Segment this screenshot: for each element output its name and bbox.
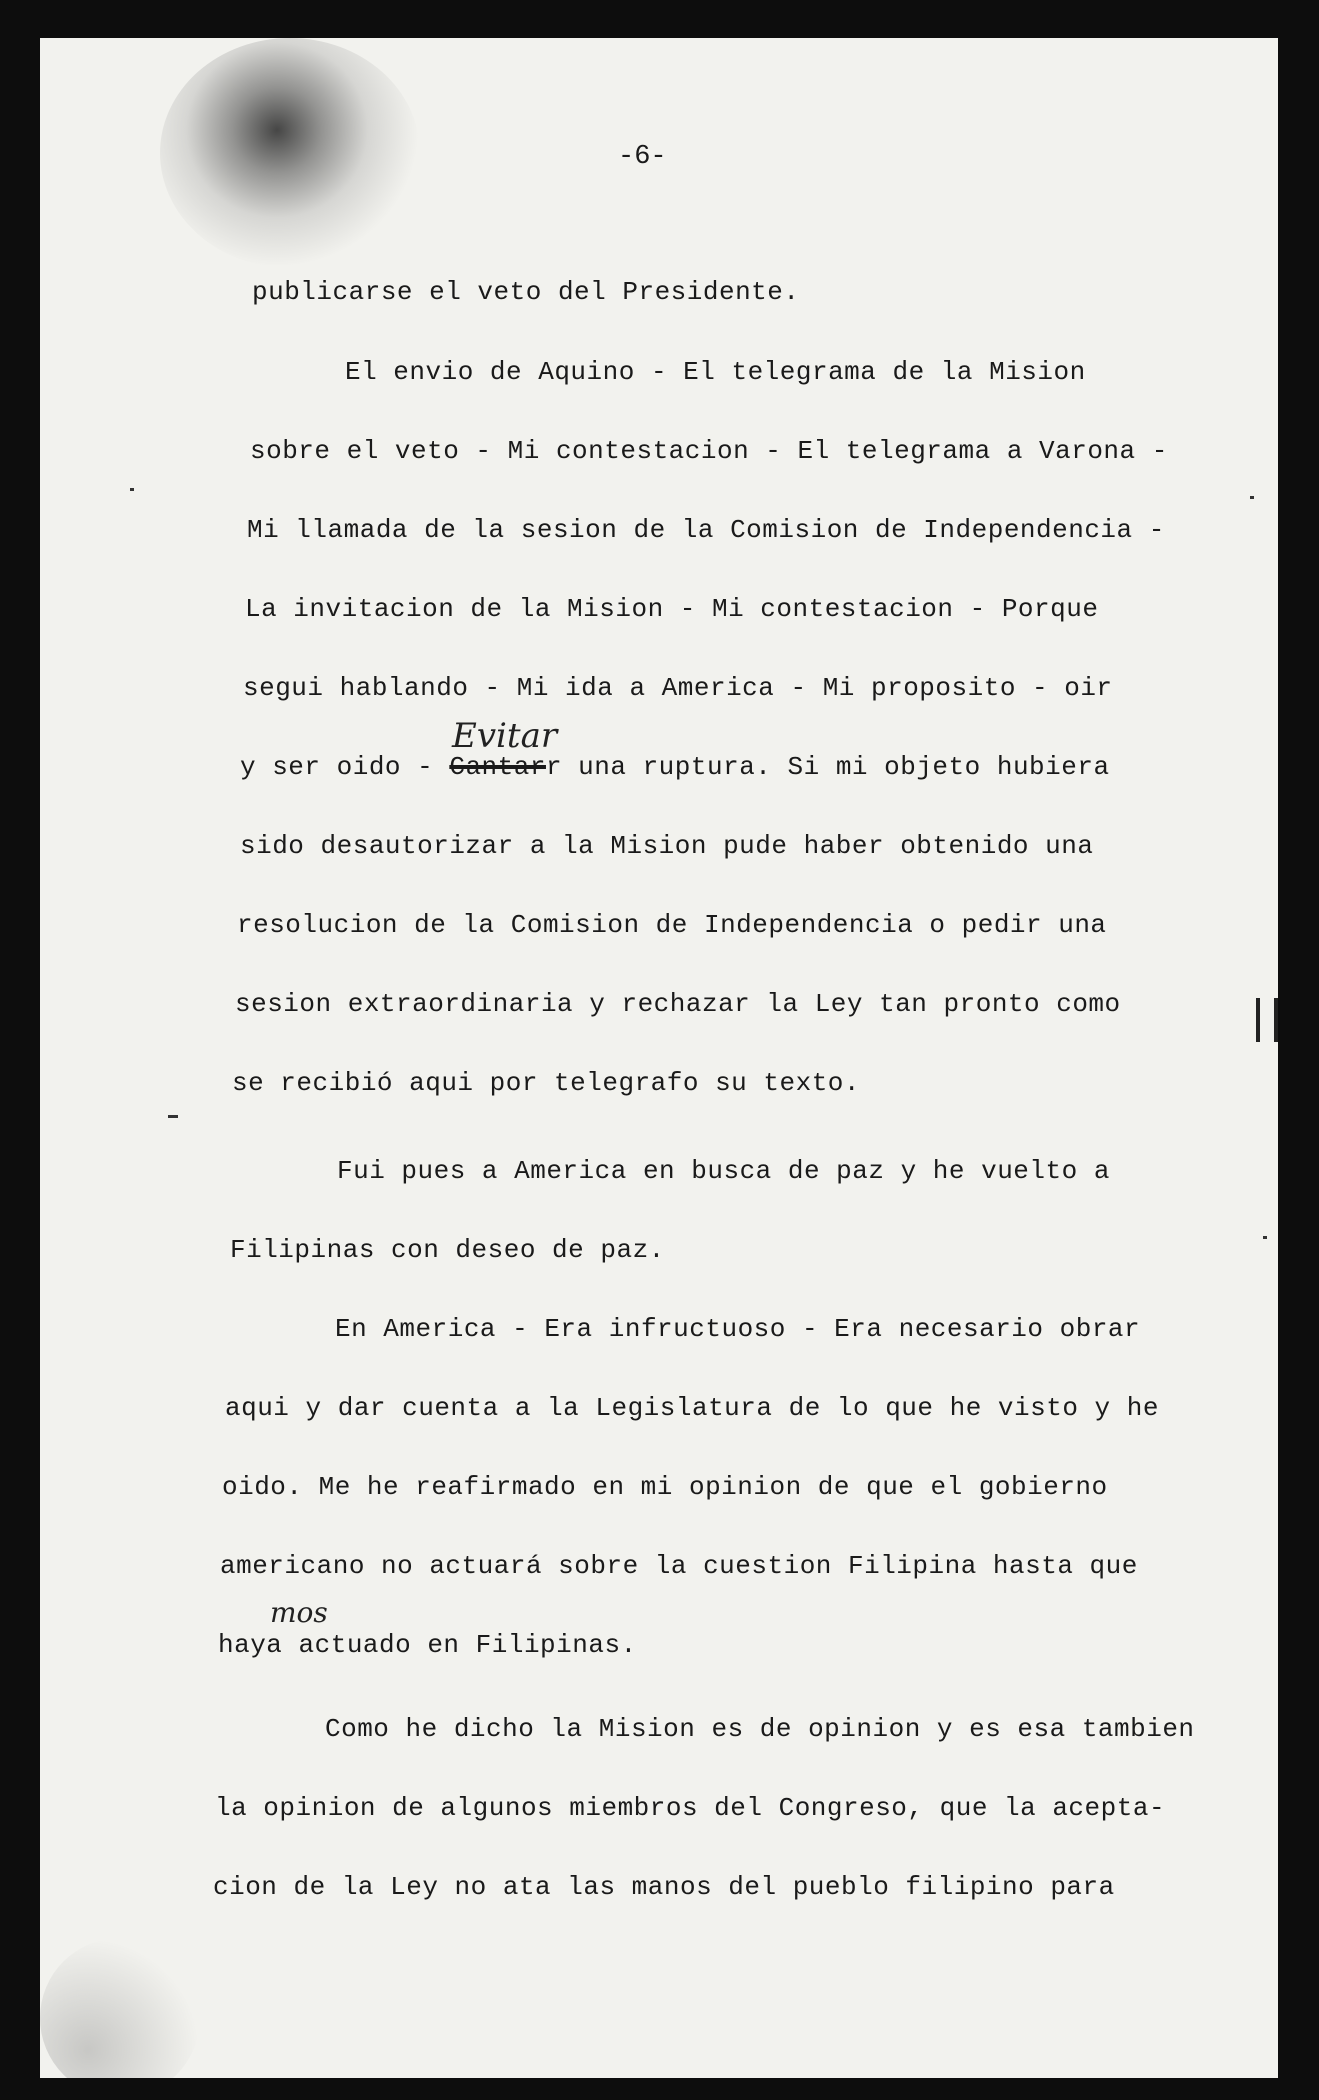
text-line: segui hablando - Mi ida a America - Mi proposito - oir <box>243 673 1113 703</box>
text-line: La invitacion de la Mision - Mi contestacion - Porque <box>245 594 1099 624</box>
text-line: americano no actuará sobre la cuestion Filipina hasta que <box>220 1551 1138 1581</box>
stray-mark <box>1263 1236 1267 1239</box>
edge-mark <box>1256 998 1278 1042</box>
stray-mark <box>1250 496 1254 499</box>
text-line: sobre el veto - Mi contestacion - El telegrama a Varona - <box>250 436 1168 466</box>
handwritten-correction: Evitar <box>452 716 558 756</box>
stray-mark <box>130 488 134 491</box>
text-line: Como he dicho la Mision es de opinion y es esa tambien <box>325 1714 1195 1744</box>
struck-word: Cantar <box>449 752 546 782</box>
ink-smudge-lower <box>40 1938 200 2078</box>
text-line: cion de la Ley no ata las manos del pueblo filipino para <box>213 1872 1115 1902</box>
text-line-rest: r una ruptura. Si mi objeto hubiera <box>545 752 1110 782</box>
text-line: se recibió aqui por telegrafo su texto. <box>232 1068 860 1098</box>
text-line: sesion extraordinaria y rechazar la Ley tan pronto como <box>235 989 1121 1019</box>
text-line: aqui y dar cuenta a la Legislatura de lo que he visto y he <box>225 1393 1159 1423</box>
text-line: En America - Era infructuoso - Era necesario obrar <box>335 1314 1141 1344</box>
document-page <box>40 38 1278 2078</box>
text-line: Fui pues a America en busca de paz y he vuelto a <box>337 1156 1110 1186</box>
stray-mark <box>168 1115 178 1118</box>
text-line: Mi llamada de la sesion de la Comision de Independencia - <box>247 515 1165 545</box>
text-line: sido desautorizar a la Mision pude haber obtenido una <box>240 831 1094 861</box>
text-line: Filipinas con deseo de paz. <box>230 1235 665 1265</box>
text-line-start: y ser oido - <box>240 752 450 782</box>
text-line: oido. Me he reafirmado en mi opinion de que el gobierno <box>222 1472 1108 1502</box>
text-line: resolucion de la Comision de Independencia o pedir una <box>237 910 1107 940</box>
handwritten-insertion: mos <box>270 1596 328 1629</box>
text-line: publicarse el veto del Presidente. <box>252 277 800 307</box>
text-line-with-correction <box>240 752 1110 782</box>
page-number: -6- <box>618 142 667 172</box>
text-line: la opinion de algunos miembros del Congreso, que la acepta- <box>215 1793 1166 1823</box>
text-line: haya actuado en Filipinas. <box>218 1630 637 1660</box>
text-line: El envio de Aquino - El telegrama de la Mision <box>345 357 1086 387</box>
ink-smudge <box>160 38 420 268</box>
